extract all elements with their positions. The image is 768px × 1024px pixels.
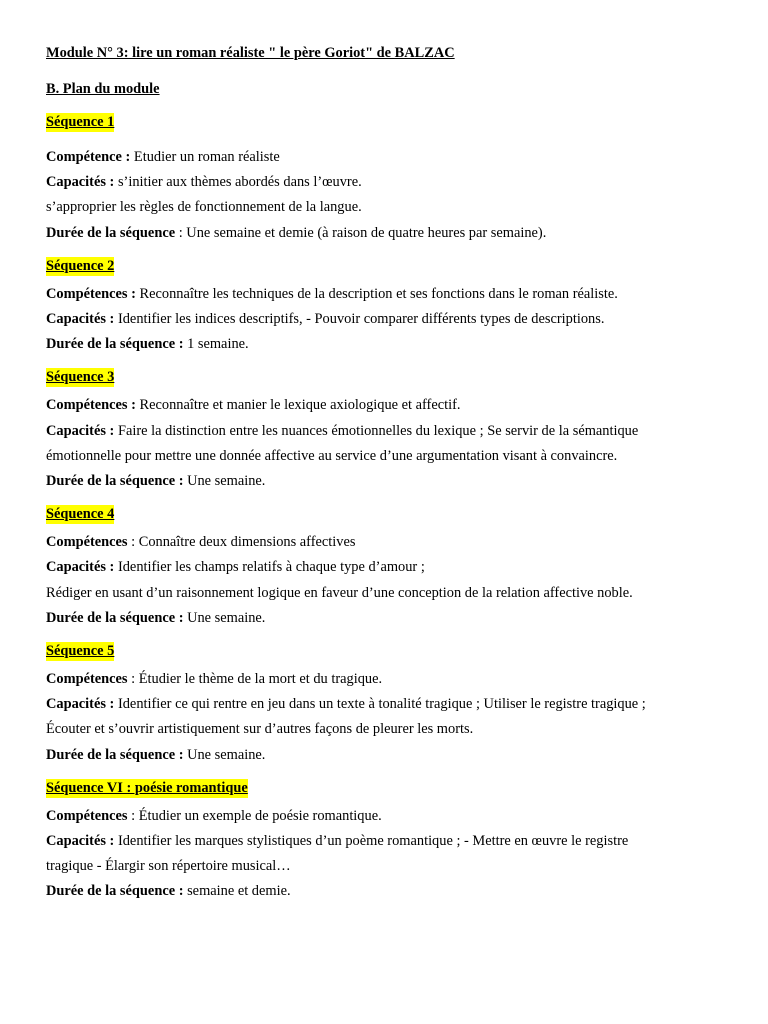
line-label: Durée de la séquence : [46, 609, 184, 626]
line-text: : Une semaine et demie (à raison de quatre heures par semaine). [175, 224, 547, 241]
line-text: Reconnaître et manier le lexique axiologique et affectif. [135, 397, 461, 414]
line-text: Faire la distinction entre les nuances émotionnelles du lexique ; Se servir de la sémantique [114, 422, 639, 439]
line-text: semaine et demie. [183, 883, 291, 900]
capacites-continuation-line [46, 195, 728, 220]
sequence-heading: Séquence VI : poésie romantique [46, 779, 248, 796]
capacites-line [46, 419, 728, 444]
line-text: Etudier un roman réaliste [130, 149, 280, 165]
capacites-continuation-line [46, 581, 728, 606]
line-text: Rédiger en usant d’un raisonnement logique en faveur d’une conception de la relation affective noble. [46, 584, 633, 601]
sequence-heading: Séquence 5 [46, 643, 115, 660]
capacites-line [46, 307, 728, 332]
line-label: Compétences [46, 534, 128, 551]
line-label: Durée de la séquence : [46, 336, 184, 353]
sequence-4 [46, 505, 728, 631]
sequence-5 [46, 642, 728, 768]
competence-line [46, 145, 728, 170]
sequence-2 [46, 257, 728, 358]
line-label: Capacités : [46, 311, 115, 328]
line-label: Compétences : [46, 285, 136, 302]
line-label: Capacités : [46, 833, 115, 850]
competences-line [46, 282, 728, 307]
duree-line [46, 743, 728, 768]
line-label: Compétences [46, 807, 128, 824]
line-label: Durée de la séquence : [46, 883, 184, 900]
sequence-heading: Séquence 1 [46, 114, 115, 130]
sequence-1 [46, 113, 728, 246]
competences-line [46, 393, 728, 418]
capacites-line [46, 829, 728, 854]
line-text: émotionnelle pour mettre une donnée affective au service d’une argumentation visant à convaincre. [46, 447, 618, 464]
line-text: Identifier les marques stylistiques d’un poème romantique ; - Mettre en œuvre le registre [114, 833, 629, 850]
sequence-heading: Séquence 2 [46, 257, 115, 274]
competences-line [46, 804, 728, 829]
line-label: Compétence : [46, 149, 131, 165]
sequence-3 [46, 368, 728, 494]
line-text: Identifier les champs relatifs à chaque type d’amour ; [114, 559, 425, 576]
line-text: Identifier les indices descriptifs, - Pouvoir comparer différents types de descriptions. [114, 311, 605, 328]
competences-line [46, 530, 728, 555]
line-text: Une semaine. [183, 609, 266, 626]
line-label: Durée de la séquence [46, 224, 176, 241]
capacites-continuation-line [46, 717, 728, 742]
line-label: Durée de la séquence : [46, 473, 184, 490]
duree-line [46, 879, 728, 904]
line-label: Capacités : [46, 696, 115, 713]
line-label: Compétences [46, 671, 128, 688]
line-label: Capacités : [46, 422, 115, 439]
line-text: Écouter et s’ouvrir artistiquement sur d’autres façons de pleurer les morts. [46, 721, 474, 738]
line-text: : Étudier un exemple de poésie romantique. [127, 807, 382, 824]
line-label: Compétences : [46, 397, 136, 414]
duree-line [46, 332, 728, 357]
line-text: : Connaître deux dimensions affectives [127, 534, 356, 551]
module-title: Module N° 3: lire un roman réaliste " le père Goriot" de BALZAC [46, 45, 455, 61]
capacites-line [46, 555, 728, 580]
sequence-6 [46, 779, 728, 905]
line-label: Capacités : [46, 174, 115, 191]
capacites-continuation-line [46, 854, 728, 879]
competences-line [46, 667, 728, 692]
line-text: Reconnaître les techniques de la description et ses fonctions dans le roman réaliste. [135, 285, 618, 302]
capacites-line [46, 692, 728, 717]
line-text: s’approprier les règles de fonctionnement de la langue. [46, 199, 362, 216]
line-text: : Étudier le thème de la mort et du tragique. [127, 671, 383, 688]
line-text: Une semaine. [183, 746, 266, 763]
module-plan-heading: B. Plan du module [46, 81, 160, 97]
duree-line [46, 221, 728, 246]
line-text: s’initier aux thèmes abordés dans l’œuvre. [114, 174, 362, 191]
sequence-heading: Séquence 4 [46, 506, 115, 523]
line-text: Identifier ce qui rentre en jeu dans un texte à tonalité tragique ; Utiliser le registre tragique ; [114, 696, 646, 713]
duree-line [46, 469, 728, 494]
line-label: Durée de la séquence : [46, 746, 184, 763]
line-label: Capacités : [46, 559, 115, 576]
duree-line [46, 606, 728, 631]
line-text: 1 semaine. [183, 336, 249, 353]
line-text: tragique - Élargir son répertoire musical… [46, 858, 291, 875]
capacites-line [46, 170, 728, 195]
capacites-continuation-line [46, 444, 728, 469]
line-text: Une semaine. [183, 473, 266, 490]
sequence-heading: Séquence 3 [46, 369, 115, 386]
